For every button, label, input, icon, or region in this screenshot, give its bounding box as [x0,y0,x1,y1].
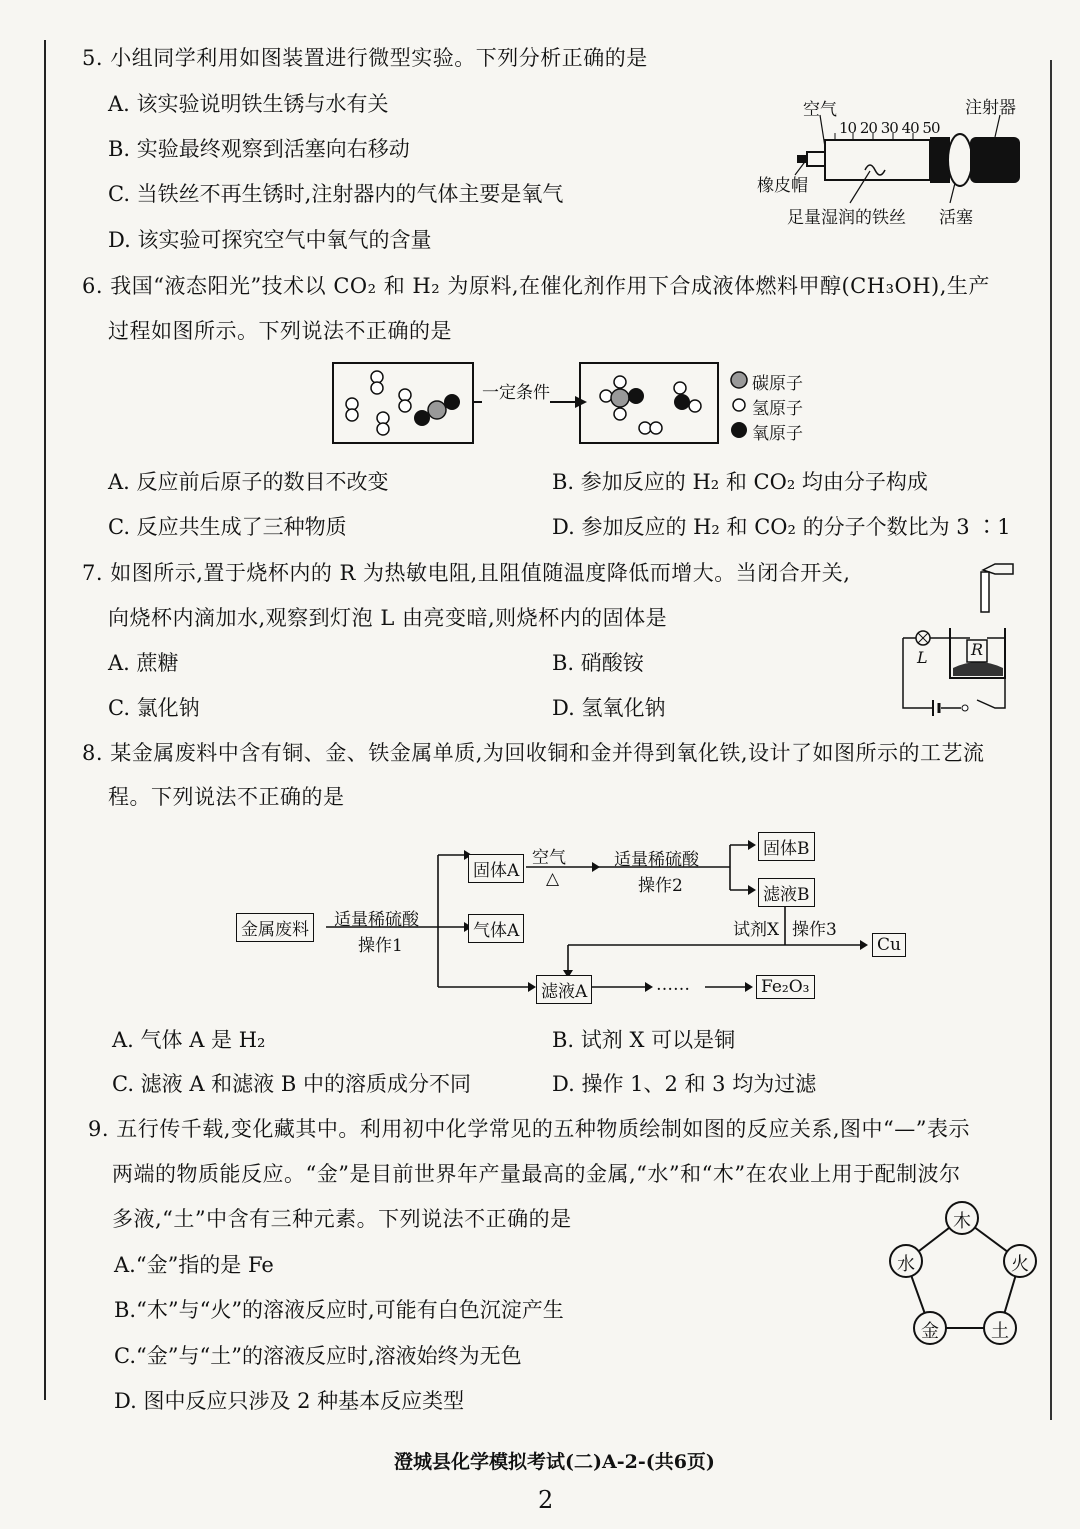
flow-box-filtrate-a: 滤液A [536,975,592,1004]
flow-op2: 操作2 [638,876,683,896]
node-water: 水 [897,1254,915,1275]
q9-stem-line3: 多液,“土”中含有三种元素。下列说法不正确的是 [112,1207,572,1231]
q6-option-c: C. 反应共生成了三种物质 [108,515,347,539]
q8-option-b: B. 试剂 X 可以是铜 [552,1028,736,1052]
page-right-border [1050,60,1052,1420]
flow-box-gas-a: 气体A [468,914,524,943]
flow-air: 空气 [532,848,566,868]
legend-oxygen: 氧原子 [752,424,803,444]
reaction-condition-label: 一定条件 [482,378,550,403]
q6-option-d: D. 参加反应的 H₂ 和 CO₂ 的分子个数比为 3 ∶1 [552,515,1011,539]
q8-option-d: D. 操作 1、2 和 3 均为过滤 [552,1072,817,1096]
q8-option-c: C. 滤液 A 和滤液 B 中的溶质成分不同 [112,1072,471,1096]
q6-option-a: A. 反应前后原子的数目不改变 [108,470,389,494]
node-wood: 木 [953,1211,971,1232]
q7-stem-line2: 向烧杯内滴加水,观察到灯泡 L 由亮变暗,则烧杯内的固体是 [108,606,668,630]
page-number: 2 [538,1486,554,1514]
flow-box-solid-b: 固体B [758,832,815,861]
flow-op3: 操作3 [792,915,837,940]
q9-option-d: D. 图中反应只涉及 2 种基本反应类型 [114,1389,465,1413]
rubber-cap-label: 橡皮帽 [757,176,808,196]
q8-flow-figure [230,825,920,1010]
q7-option-a: A. 蔗糖 [108,651,179,675]
q9-option-b: B.“木”与“火”的溶液反应时,可能有白色沉淀产生 [114,1298,564,1322]
flow-acid2: 适量稀硫酸 [614,850,699,870]
flow-box-cu: Cu [872,933,906,957]
lamp-label: L [917,648,928,667]
q7-circuit-figure [895,558,1025,718]
flow-reagent-x: 试剂X [733,915,779,940]
q8-option-a: A. 气体 A 是 H₂ [112,1028,266,1052]
q9-pentagon-figure [880,1198,1040,1348]
syringe-air-label: 空气 [803,100,837,120]
q9-option-a: A.“金”指的是 Fe [114,1253,274,1277]
q9-stem-line1: 9. 五行传千载,变化藏其中。利用初中化学常见的五种物质绘制如图的反应关系,图中“—”表示 [88,1117,971,1141]
q7-option-b: B. 硝酸铵 [552,651,644,675]
q5-option-d: D. 该实验可探究空气中氧气的含量 [108,228,432,252]
page-footer: 澄城县化学模拟考试(二)A-2-(共6页) [394,1451,715,1473]
syringe-label: 注射器 [965,98,1016,118]
q9-stem-line2: 两端的物质能反应。“金”是目前世界年产量最高的金属,“水”和“木”在农业上用于配制波尔 [112,1162,961,1186]
node-metal: 金 [921,1321,939,1342]
flow-box-scrap: 金属废料 [236,913,314,942]
node-earth: 土 [991,1321,1009,1342]
flow-acid1: 适量稀硫酸 [334,910,419,930]
q6-stem-line1: 6. 我国“液态阳光”技术以 CO₂ 和 H₂ 为原料,在催化剂作用下合成液体燃料甲醇(CH₃OH),生产 [82,274,990,298]
q8-stem-line2: 程。下列说法不正确的是 [108,785,345,809]
flow-box-solid-a: 固体A [468,854,524,883]
q5-option-a: A. 该实验说明铁生锈与水有关 [108,92,389,116]
flow-heat: △ [546,869,560,889]
node-fire: 火 [1011,1254,1029,1275]
circuit-diagram [895,558,1025,718]
q9-option-c: C.“金”与“土”的溶液反应时,溶液始终为无色 [114,1344,522,1368]
q5-option-b: B. 实验最终观察到活塞向右移动 [108,137,410,161]
flow-op1: 操作1 [358,936,403,956]
flow-box-fe2o3: Fe₂O₃ [756,975,815,999]
legend-carbon: 碳原子 [752,374,803,394]
q7-option-d: D. 氢氧化钠 [552,696,666,720]
q6-molecule-figure [330,360,830,450]
q6-stem-line2: 过程如图所示。下列说法不正确的是 [108,319,452,343]
iron-wire-label: 足量湿润的铁丝 [787,208,906,228]
q8-stem-line1: 8. 某金属废料中含有铜、金、铁金属单质,为回收铜和金并得到氧化铁,设计了如图所示的工艺流 [82,741,985,765]
q6-option-b: B. 参加反应的 H₂ 和 CO₂ 均由分子构成 [552,470,928,494]
q7-option-c: C. 氯化钠 [108,696,200,720]
q5-stem: 5. 小组同学利用如图装置进行微型实验。下列分析正确的是 [82,46,648,70]
piston-label: 活塞 [939,208,973,228]
q7-stem-line1: 7. 如图所示,置于烧杯内的 R 为热敏电阻,且阻值随温度降低而增大。当闭合开关, [82,561,851,585]
page-left-border [44,40,46,1400]
flow-box-filtrate-b: 滤液B [758,878,815,907]
resistor-label: R [971,640,984,659]
q5-option-c: C. 当铁丝不再生锈时,注射器内的气体主要是氧气 [108,182,564,206]
flow-dots: …… [656,975,690,995]
q5-syringe-figure [755,85,1045,230]
syringe-scale: 10 20 30 40 50 [839,119,940,137]
legend-hydrogen: 氢原子 [752,399,803,419]
